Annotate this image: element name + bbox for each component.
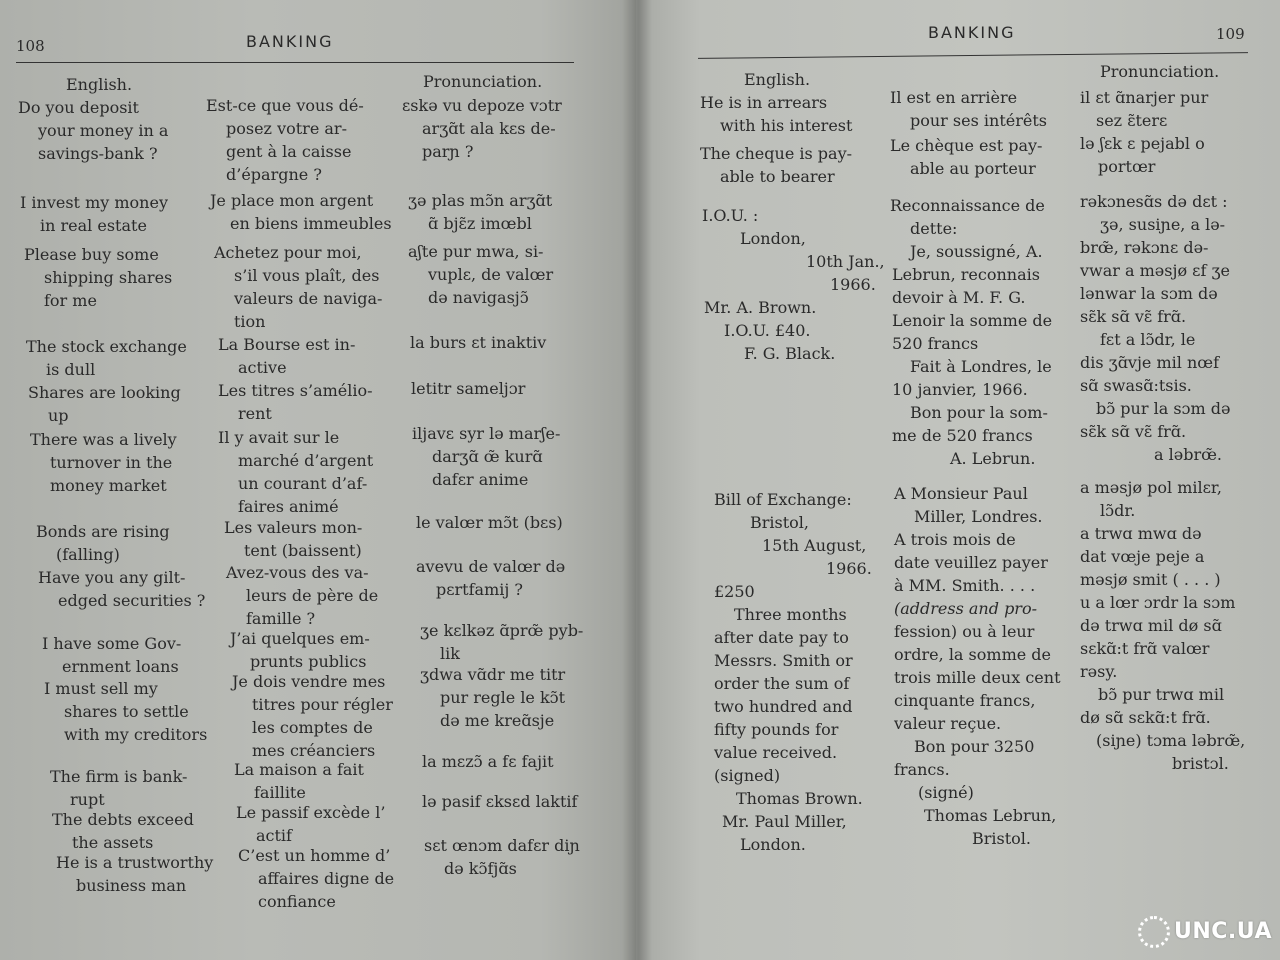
entry-en [52, 808, 194, 854]
entry-pr [410, 331, 546, 354]
entry-fr [232, 670, 393, 762]
text-line: Achetez pour moi, [214, 243, 362, 262]
text-line: sez ɛ̃terɛ [1096, 111, 1168, 130]
text-line: rupt [70, 790, 105, 809]
text-line: dat vœje peje a [1080, 547, 1205, 566]
text-line: Miller, Londres. [914, 507, 1043, 526]
text-line: 520 francs [892, 334, 979, 353]
text-line: ernment loans [62, 657, 179, 676]
text-line: Lebrun, reconnais [892, 265, 1040, 284]
text-line: A trois mois de [894, 530, 1016, 549]
text-line: for me [44, 291, 97, 310]
text-line: vwar a məsjø ɛf ʒe [1080, 261, 1230, 280]
text-line: rəkɔnesɑ̃s də dɛt : [1080, 192, 1228, 211]
text-line: Bon pour la som- [910, 403, 1048, 422]
text-line: Bon pour 3250 [914, 737, 1035, 756]
text-line: Les titres s’amélio- [218, 381, 373, 400]
text-line: parɲ ? [422, 142, 474, 161]
entry-pr [1080, 476, 1245, 775]
text-line: vuplɛ, de valœr [428, 265, 554, 284]
text-line: dette: [910, 219, 958, 238]
text-line: C’est un homme d’ [238, 846, 391, 865]
text-line: with my creditors [64, 725, 208, 744]
text-line: shipping shares [44, 268, 173, 287]
text-line: a ləbrœ̃. [1154, 445, 1223, 464]
text-line: actif [256, 826, 292, 845]
running-head: BANKING [928, 23, 1016, 42]
entry-en [26, 335, 187, 381]
entry-fr [894, 482, 1061, 850]
text-line: bɔ̃ pur trwɑ mil [1098, 685, 1225, 704]
entry-fr [238, 844, 394, 913]
text-line: with his interest [720, 116, 853, 135]
text-line: J’ai quelques em- [230, 629, 370, 648]
text-line: un courant d’af- [238, 474, 368, 493]
text-line: able au porteur [910, 159, 1036, 178]
text-line: active [238, 358, 287, 377]
entry-en [700, 142, 852, 188]
book-gutter [622, 0, 652, 960]
text-line: ʒe kɛlkəz ɑ̃prœ̃ pyb- [420, 621, 584, 640]
text-line: famille ? [246, 609, 316, 628]
text-line: ɑ̃ bjɛ̃z imœbl [428, 214, 532, 233]
entry-pr [408, 240, 553, 309]
text-line: Thomas Lebrun, [924, 806, 1057, 825]
text-line: A. Lebrun. [950, 449, 1036, 468]
text-line: Le chèque est pay- [890, 136, 1043, 155]
entry-fr [206, 94, 364, 186]
text-line: shares to settle [64, 702, 189, 721]
right-page [636, 0, 1280, 960]
text-line: en biens immeubles [230, 214, 392, 233]
page-number: 109 [1216, 25, 1245, 43]
text-line: posez votre ar- [226, 119, 347, 138]
entry-pr [424, 834, 580, 880]
entry-en [30, 428, 177, 497]
text-line: sɛkɑ̃:t frɑ̃ valœr [1080, 639, 1210, 658]
text-line: F. G. Black. [744, 344, 836, 363]
text-line: Fait à Londres, le [910, 357, 1052, 376]
text-line: London. [740, 835, 806, 854]
entry-pr [416, 511, 563, 534]
entry-fr [890, 134, 1042, 180]
text-line: Shares are looking [28, 383, 181, 402]
text-line: faires animé [238, 497, 339, 516]
text-line: rent [238, 404, 272, 423]
watermark-logo-icon [1138, 916, 1170, 948]
header-rule [16, 62, 574, 63]
text-line: trois mille deux cent [894, 668, 1061, 687]
entry-pr [411, 377, 525, 400]
text-line: (signed) [714, 766, 781, 785]
text-line: Lenoir la somme de [892, 311, 1053, 330]
text-line: portœr [1098, 157, 1156, 176]
text-line: I have some Gov- [42, 634, 182, 653]
text-line: Bill of Exchange: [714, 490, 852, 509]
text-line: iljavɛ syr lə marʃe- [412, 424, 561, 443]
text-line: valeur reçue. [894, 714, 1002, 733]
text-line: titres pour régler [252, 695, 393, 714]
text-line: Il y avait sur le [218, 428, 340, 447]
text-line: affaires digne de [258, 869, 395, 888]
text-line: leurs de père de [246, 586, 379, 605]
entry-en [700, 91, 852, 137]
text-line: Please buy some [24, 245, 159, 264]
text-line: business man [76, 876, 187, 895]
text-line: la burs ɛt inaktiv [410, 333, 547, 352]
text-line: Messrs. Smith or [714, 651, 853, 670]
text-line: £250 [714, 582, 755, 601]
entry-pr [420, 619, 583, 665]
entry-pr [422, 790, 577, 813]
text-line: There was a lively [30, 430, 177, 449]
running-head: BANKING [246, 32, 334, 51]
text-line: up [48, 406, 69, 425]
text-line: letitr sameljɔr [411, 379, 526, 398]
text-line: order the sum of [714, 674, 850, 693]
text-line: məsjø smit ( . . . ) [1080, 570, 1221, 589]
entry-pr [402, 94, 562, 163]
text-line: Bristol. [972, 829, 1031, 848]
text-line: money market [50, 476, 167, 495]
entry-fr [236, 801, 385, 847]
entry-fr [234, 758, 364, 804]
text-line: la mɛzɔ̃ a fɛ fajit [422, 752, 554, 771]
text-line: pur regle le kɔ̃t [440, 688, 566, 707]
text-line: Bristol, [750, 513, 809, 532]
text-line: your money in a [38, 121, 169, 140]
text-line: də trwɑ mil dø sɑ̃ [1080, 616, 1222, 635]
text-line: lik [440, 644, 460, 663]
text-line: I invest my money [20, 193, 168, 212]
text-line: Avez-vous des va- [226, 563, 369, 582]
text-line: confiance [258, 892, 336, 911]
text-line: date veuillez payer [894, 553, 1048, 572]
text-line: d’épargne ? [226, 165, 322, 184]
text-line: The debts exceed [52, 810, 194, 829]
text-line: pour ses intérêts [910, 111, 1047, 130]
text-line: 10th Jan., [806, 252, 885, 271]
text-line: The cheque is pay- [700, 144, 853, 163]
entry-fr [890, 194, 1052, 470]
text-line: sɛ̃k sɑ̃ vɛ̃ frɑ̃. [1080, 422, 1187, 441]
text-line: də kɔ̃fjɑ̃s [444, 859, 517, 878]
entry-en [20, 191, 168, 237]
text-line: 1966. [830, 275, 876, 294]
text-line: in real estate [40, 216, 147, 235]
text-line: London, [740, 229, 806, 248]
entry-fr [230, 627, 370, 673]
text-line: Le passif excède l’ [236, 803, 386, 822]
text-line: sɛt œnɔm dafɛr diɲ [424, 836, 580, 855]
text-line: is dull [46, 360, 96, 379]
entry-fr [890, 86, 1047, 132]
text-line: avevu de valœr də [416, 557, 566, 576]
text-line: aʃte pur mwa, si- [408, 242, 544, 261]
text-line: ɛskə vu depoze vɔtr [402, 96, 562, 115]
text-line: Je dois vendre mes [232, 672, 386, 691]
text-line: a trwɑ mwɑ də [1080, 524, 1202, 543]
entry-en [56, 851, 213, 897]
text-line: Reconnaissance de [890, 196, 1045, 215]
text-line: Je, soussigné, A. [910, 242, 1043, 261]
text-line: valeurs de naviga- [234, 289, 383, 308]
text-line: ʒdwa vɑ̃dr me titr [420, 665, 566, 684]
text-line: the assets [72, 833, 154, 852]
text-line: Do you deposit [18, 98, 139, 117]
text-line: lə ʃɛk ɛ pejabl o [1080, 134, 1205, 153]
text-line: two hundred and [714, 697, 853, 716]
text-line: darʒɑ̃ œ̃ kurɑ̃ [432, 447, 543, 466]
text-line: 10 janvier, 1966. [892, 380, 1028, 399]
text-line: bristɔl. [1172, 754, 1229, 773]
entry-fr [210, 189, 392, 235]
text-line: pɛrtfamij ? [436, 580, 523, 599]
entry-en [18, 96, 168, 165]
text-line: dis ʒɑ̃vje mil nœf [1080, 353, 1220, 372]
text-line: He is a trustworthy [56, 853, 214, 872]
left-page [0, 0, 636, 960]
entry-pr [1080, 86, 1208, 132]
page-number: 108 [16, 37, 45, 55]
column-header-pronunciation: Pronunciation. [1100, 62, 1220, 81]
entry-en [702, 204, 885, 365]
entry-en [38, 566, 205, 612]
entry-fr [224, 516, 362, 562]
text-line: dafɛr anime [432, 470, 529, 489]
text-line: ʒə, susiɲe, a lə- [1100, 215, 1226, 234]
text-line: arʒɑ̃t ala kɛs de- [422, 119, 556, 138]
text-line: (falling) [56, 545, 120, 564]
text-line: lɔ̃dr. [1100, 501, 1136, 520]
text-line: able to bearer [720, 167, 835, 186]
text-line: The firm is bank- [50, 767, 188, 786]
text-line: faillite [254, 783, 306, 802]
text-line: bɔ̃ pur la sɔm də [1096, 399, 1231, 418]
text-line: ʒə plas mɔ̃n arʒɑ̃t [408, 191, 553, 210]
text-line: cinquante francs, [894, 691, 1036, 710]
text-line: fɛt a lɔ̃dr, le [1100, 330, 1196, 349]
text-line: Have you any gilt- [38, 568, 186, 587]
text-line: Mr. A. Brown. [704, 298, 817, 317]
text-line: (signé) [918, 783, 974, 802]
entry-pr [1080, 190, 1230, 466]
text-line: à MM. Smith. . . . [894, 576, 1036, 595]
text-line: (address and pro- [894, 599, 1037, 618]
text-line: lənwar la sɔm də [1080, 284, 1218, 303]
entry-en [36, 520, 170, 566]
text-line: I.O.U. £40. [724, 321, 811, 340]
text-line: də navigasjɔ̃ [428, 288, 529, 307]
text-line: He is in arrears [700, 93, 828, 112]
entry-fr [218, 426, 373, 518]
text-line: Bonds are rising [36, 522, 170, 541]
entry-en [44, 677, 207, 746]
entry-pr [422, 750, 554, 773]
entry-pr [408, 189, 552, 235]
text-line: gent à la caisse [226, 142, 352, 161]
entry-en [42, 632, 181, 678]
entry-pr [420, 663, 565, 732]
text-line: francs. [894, 760, 950, 779]
entry-pr [1080, 132, 1205, 178]
text-line: I must sell my [44, 679, 158, 698]
column-header-pronunciation: Pronunciation. [423, 72, 543, 91]
header-rule [698, 52, 1248, 59]
text-line: tent (baissent) [244, 541, 362, 560]
entry-fr [214, 241, 382, 333]
text-line: value received. [714, 743, 838, 762]
text-line: Les valeurs mon- [224, 518, 363, 537]
text-line: marché d’argent [238, 451, 374, 470]
text-line: I.O.U. : [702, 206, 759, 225]
text-line: (siɲe) tɔma ləbrœ̃, [1096, 731, 1246, 750]
text-line: tion [234, 312, 266, 331]
text-line: La Bourse est in- [218, 335, 356, 354]
text-line: sɛ̃k sɑ̃ vɛ̃ frɑ̃. [1080, 307, 1187, 326]
text-line: after date pay to [714, 628, 849, 647]
entry-en [24, 243, 172, 312]
text-line: brœ̃, rəkɔnɛ də- [1080, 238, 1209, 257]
text-line: il ɛt ɑ̃narjer pur [1080, 88, 1209, 107]
entry-fr [218, 379, 373, 425]
text-line: ordre, la somme de [894, 645, 1052, 664]
text-line: a məsjø pol milɛr, [1080, 478, 1222, 497]
text-line: le valœr mɔ̃t (bɛs) [416, 513, 563, 532]
text-line: u a lœr ɔrdr la sɔm [1080, 593, 1236, 612]
text-line: fifty pounds for [714, 720, 839, 739]
text-line: dø sɑ̃ sɛkɑ̃:t frɑ̃. [1080, 708, 1211, 727]
entry-pr [416, 555, 565, 601]
text-line: rəsy. [1080, 662, 1118, 681]
text-line: prunts publics [250, 652, 367, 671]
text-line: The stock exchange [26, 337, 187, 356]
text-line: les comptes de [252, 718, 373, 737]
text-line: A Monsieur Paul [894, 484, 1028, 503]
entry-fr [218, 333, 355, 379]
text-line: devoir à M. F. G. [892, 288, 1026, 307]
text-line: fession) ou à leur [894, 622, 1035, 641]
text-line: Est-ce que vous dé- [206, 96, 364, 115]
text-line: Il est en arrière [890, 88, 1018, 107]
text-line: mes créanciers [252, 741, 376, 760]
text-line: turnover in the [50, 453, 173, 472]
text-line: Je place mon argent [210, 191, 374, 210]
text-line: Thomas Brown. [736, 789, 863, 808]
text-line: 15th August, [762, 536, 867, 555]
entry-en [28, 381, 181, 427]
text-line: sɑ̃ swasɑ̃:tsis. [1080, 376, 1192, 395]
text-line: Three months [734, 605, 847, 624]
text-line: edged securities ? [58, 591, 206, 610]
text-line: də me kreɑ̃sje [440, 711, 555, 730]
entry-en [50, 765, 187, 811]
text-line: s’il vous plaît, des [234, 266, 380, 285]
text-line: Mr. Paul Miller, [722, 812, 847, 831]
entry-pr [412, 422, 560, 491]
text-line: savings-bank ? [38, 144, 158, 163]
watermark: UNC.UA [1138, 916, 1272, 948]
text-line: La maison a fait [234, 760, 364, 779]
entry-en [714, 488, 872, 856]
column-header-english: English. [744, 70, 811, 89]
text-line: lə pasif ɛksɛd laktif [422, 792, 578, 811]
column-header-english: English. [66, 75, 133, 94]
text-line: me de 520 francs [892, 426, 1033, 445]
text-line: 1966. [826, 559, 872, 578]
entry-fr [226, 561, 378, 630]
